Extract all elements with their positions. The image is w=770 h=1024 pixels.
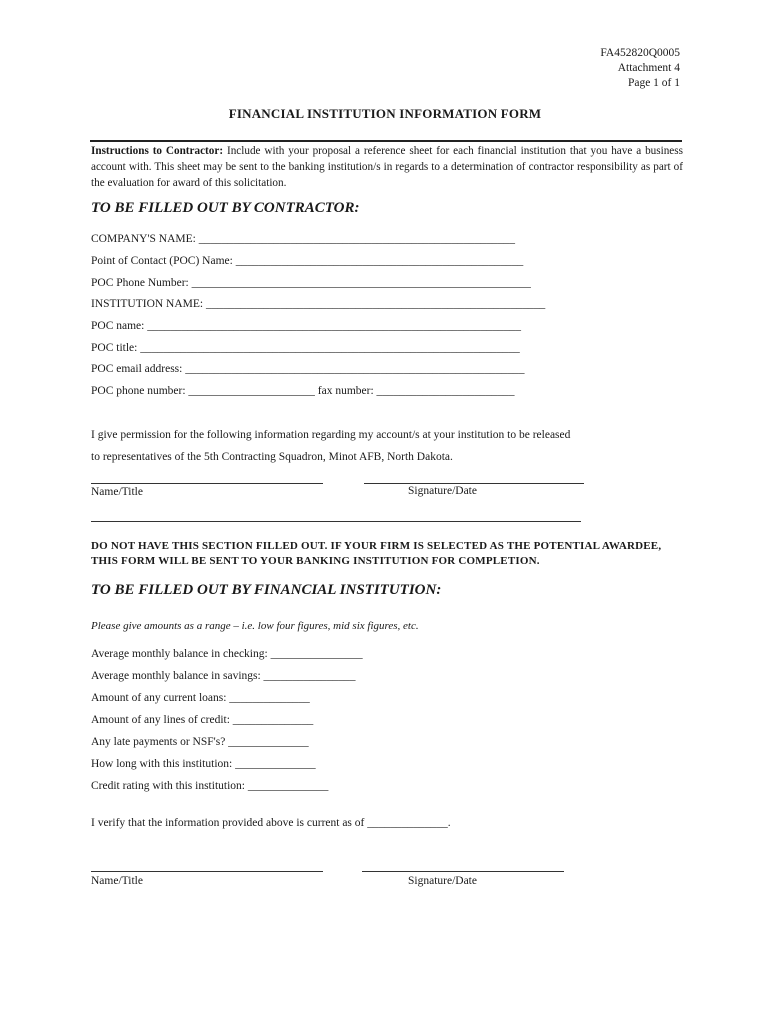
institution-poc-name-field[interactable]: POC name: _________________________________________________________________ — [91, 320, 521, 332]
institution-poc-title-field[interactable]: POC title: __________________________________________________________________ — [91, 342, 520, 354]
institution-name-title-line[interactable] — [91, 871, 323, 872]
instructions-text: Include with your proposal a reference sheet for each financial institution that you have a business account with. This sheet may be sent to the banking institution/s in regards to a determination of contractor responsibility as part of the evaluation for award of this solicitation. — [91, 145, 683, 189]
verify-statement[interactable]: I verify that the information provided above is current as of ______________. — [91, 817, 451, 829]
contractor-signature-line[interactable] — [364, 483, 584, 484]
institution-name-field[interactable]: INSTITUTION NAME: ___________________________________________________________ — [91, 298, 546, 310]
institution-poc-phone-fax-field[interactable]: POC phone number: ______________________ fax number: ________________________ — [91, 385, 515, 397]
poc-phone-field[interactable]: POC Phone Number: ___________________________________________________________ — [91, 277, 531, 289]
institution-poc-email-field[interactable]: POC email address: ___________________________________________________________ — [91, 363, 525, 375]
contractor-section-heading: TO BE FILLED OUT BY CONTRACTOR: — [91, 200, 360, 216]
institution-name-title-label: Name/Title — [91, 875, 143, 887]
instructions — [91, 143, 683, 191]
contractor-signature-date-label: Signature/Date — [408, 485, 477, 497]
poc-name-field[interactable]: Point of Contact (POC) Name: __________________________________________________ — [91, 255, 524, 267]
permission-text-1: I give permission for the following information regarding my account/s at your institution to be released — [91, 429, 571, 441]
avg-checking-balance-field[interactable]: Average monthly balance in checking: ________________ — [91, 648, 363, 660]
current-loans-field[interactable]: Amount of any current loans: ______________ — [91, 692, 310, 704]
permission-text-2: to representatives of the 5th Contracting Squadron, Minot AFB, North Dakota. — [91, 451, 453, 463]
company-name-field[interactable]: COMPANY'S NAME: _______________________________________________________ — [91, 233, 515, 245]
lines-of-credit-field[interactable]: Amount of any lines of credit: ______________ — [91, 714, 314, 726]
length-with-institution-field[interactable]: How long with this institution: ______________ — [91, 758, 316, 770]
form-title: FINANCIAL INSTITUTION INFORMATION FORM — [228, 106, 542, 121]
doc-number: FA452820Q0005 — [600, 47, 680, 59]
instructions-label: Instructions to Contractor: — [91, 145, 224, 157]
title-rule — [90, 140, 682, 142]
do-not-fill-warning: DO NOT HAVE THIS SECTION FILLED OUT. IF YOUR FIRM IS SELECTED AS THE POTENTIAL AWARDEE, THIS FORM WILL BE SENT TO YOUR BANKING INSTITUTION FOR COMPLETION. — [91, 540, 662, 567]
late-payments-field[interactable]: Any late payments or NSF's? ______________ — [91, 736, 309, 748]
contractor-name-title-label: Name/Title — [91, 486, 143, 498]
page-number: Page 1 of 1 — [627, 77, 680, 89]
institution-section-heading: TO BE FILLED OUT BY FINANCIAL INSTITUTION: — [91, 582, 442, 598]
attachment-label: Attachment 4 — [617, 62, 680, 74]
document-header — [600, 46, 680, 91]
avg-savings-balance-field[interactable]: Average monthly balance in savings: ________________ — [91, 670, 356, 682]
section-divider-line — [91, 521, 581, 522]
range-instruction-note: Please give amounts as a range – i.e. low four figures, mid six figures, etc. — [91, 620, 419, 632]
contractor-name-title-line[interactable] — [91, 483, 323, 484]
institution-signature-date-label: Signature/Date — [408, 875, 477, 887]
credit-rating-field[interactable]: Credit rating with this institution: ______________ — [91, 780, 329, 792]
institution-signature-line[interactable] — [362, 871, 564, 872]
